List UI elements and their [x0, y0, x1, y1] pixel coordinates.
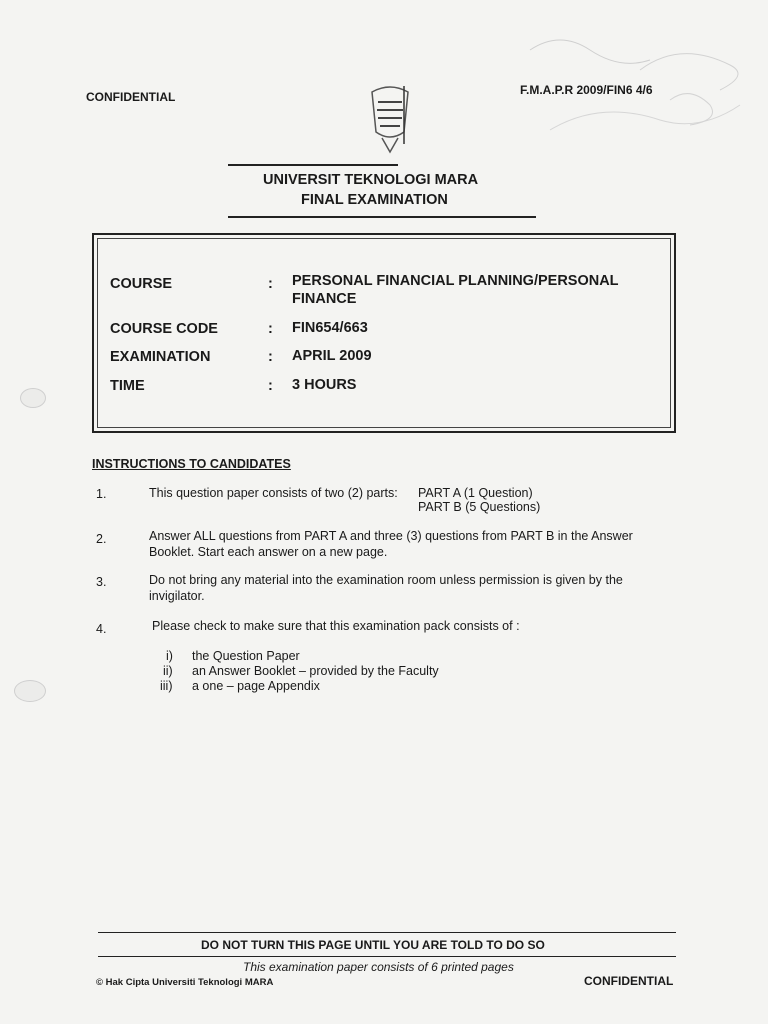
instruction-text: This question paper consists of two (2) parts: [149, 486, 398, 500]
examination-value: APRIL 2009 [292, 348, 372, 364]
confidential-bottom: CONFIDENTIAL [584, 974, 674, 988]
footer-warning: DO NOT TURN THIS PAGE UNTIL YOU ARE TOLD TO DO SO [201, 938, 545, 952]
course-colon: : [268, 276, 273, 292]
part-a-text: PART A (1 Question) [418, 486, 533, 500]
university-name: UNIVERSIT TEKNOLOGI MARA [263, 172, 479, 188]
pack-item-number: i) [166, 649, 173, 663]
instruction-number: 4. [96, 622, 107, 636]
copyright-notice: © Hak Cipta Universiti Teknologi MARA [96, 977, 274, 988]
course-code-label: COURSE CODE [110, 321, 218, 337]
course-code-colon: : [268, 321, 273, 337]
footer-rule-top [98, 932, 676, 933]
examination-label: EXAMINATION [110, 349, 211, 365]
pack-item-text: a one – page Appendix [192, 679, 320, 693]
instruction-number: 3. [96, 575, 107, 589]
title-rule-top [228, 164, 398, 166]
footer-page-count: This examination paper consists of 6 printed pages [243, 960, 514, 974]
course-code-value: FIN654/663 [292, 320, 368, 336]
instruction-text: Do not bring any material into the examination room unless permission is given by the invigilator. [149, 573, 623, 603]
instruction-text: Please check to make sure that this examination pack consists of : [152, 619, 520, 633]
course-value: PERSONAL FINANCIAL PLANNING/PERSONAL FINANCE [292, 273, 619, 307]
examination-colon: : [268, 349, 273, 365]
instruction-number: 2. [96, 532, 107, 546]
part-b-text: PART B (5 Questions) [418, 500, 541, 514]
university-crest-icon [362, 82, 418, 162]
instructions-title: INSTRUCTIONS TO CANDIDATES [92, 457, 291, 471]
title-rule-bottom [228, 216, 536, 218]
time-colon: : [268, 378, 273, 394]
instruction-text: Answer ALL questions from PART A and three (3) questions from PART B in the Answer Booklet. Start each answer on a new page. [149, 529, 633, 559]
course-label: COURSE [110, 276, 173, 292]
reference-code: F.M.A.P.R 2009/FIN6 4/6 [520, 83, 653, 97]
confidential-top: CONFIDENTIAL [86, 90, 176, 104]
scan-smudge [20, 388, 46, 408]
instruction-number: 1. [96, 487, 107, 501]
time-value: 3 HOURS [292, 377, 357, 393]
footer-rule-bottom [98, 956, 676, 957]
pack-item-number: iii) [160, 679, 173, 693]
pack-item-text: an Answer Booklet – provided by the Faculty [192, 664, 439, 678]
time-label: TIME [110, 378, 145, 394]
pack-item-number: ii) [163, 664, 173, 678]
faint-scribble [520, 30, 760, 170]
pack-item-text: the Question Paper [192, 649, 300, 663]
scan-smudge [14, 680, 46, 702]
exam-title: FINAL EXAMINATION [301, 192, 448, 208]
